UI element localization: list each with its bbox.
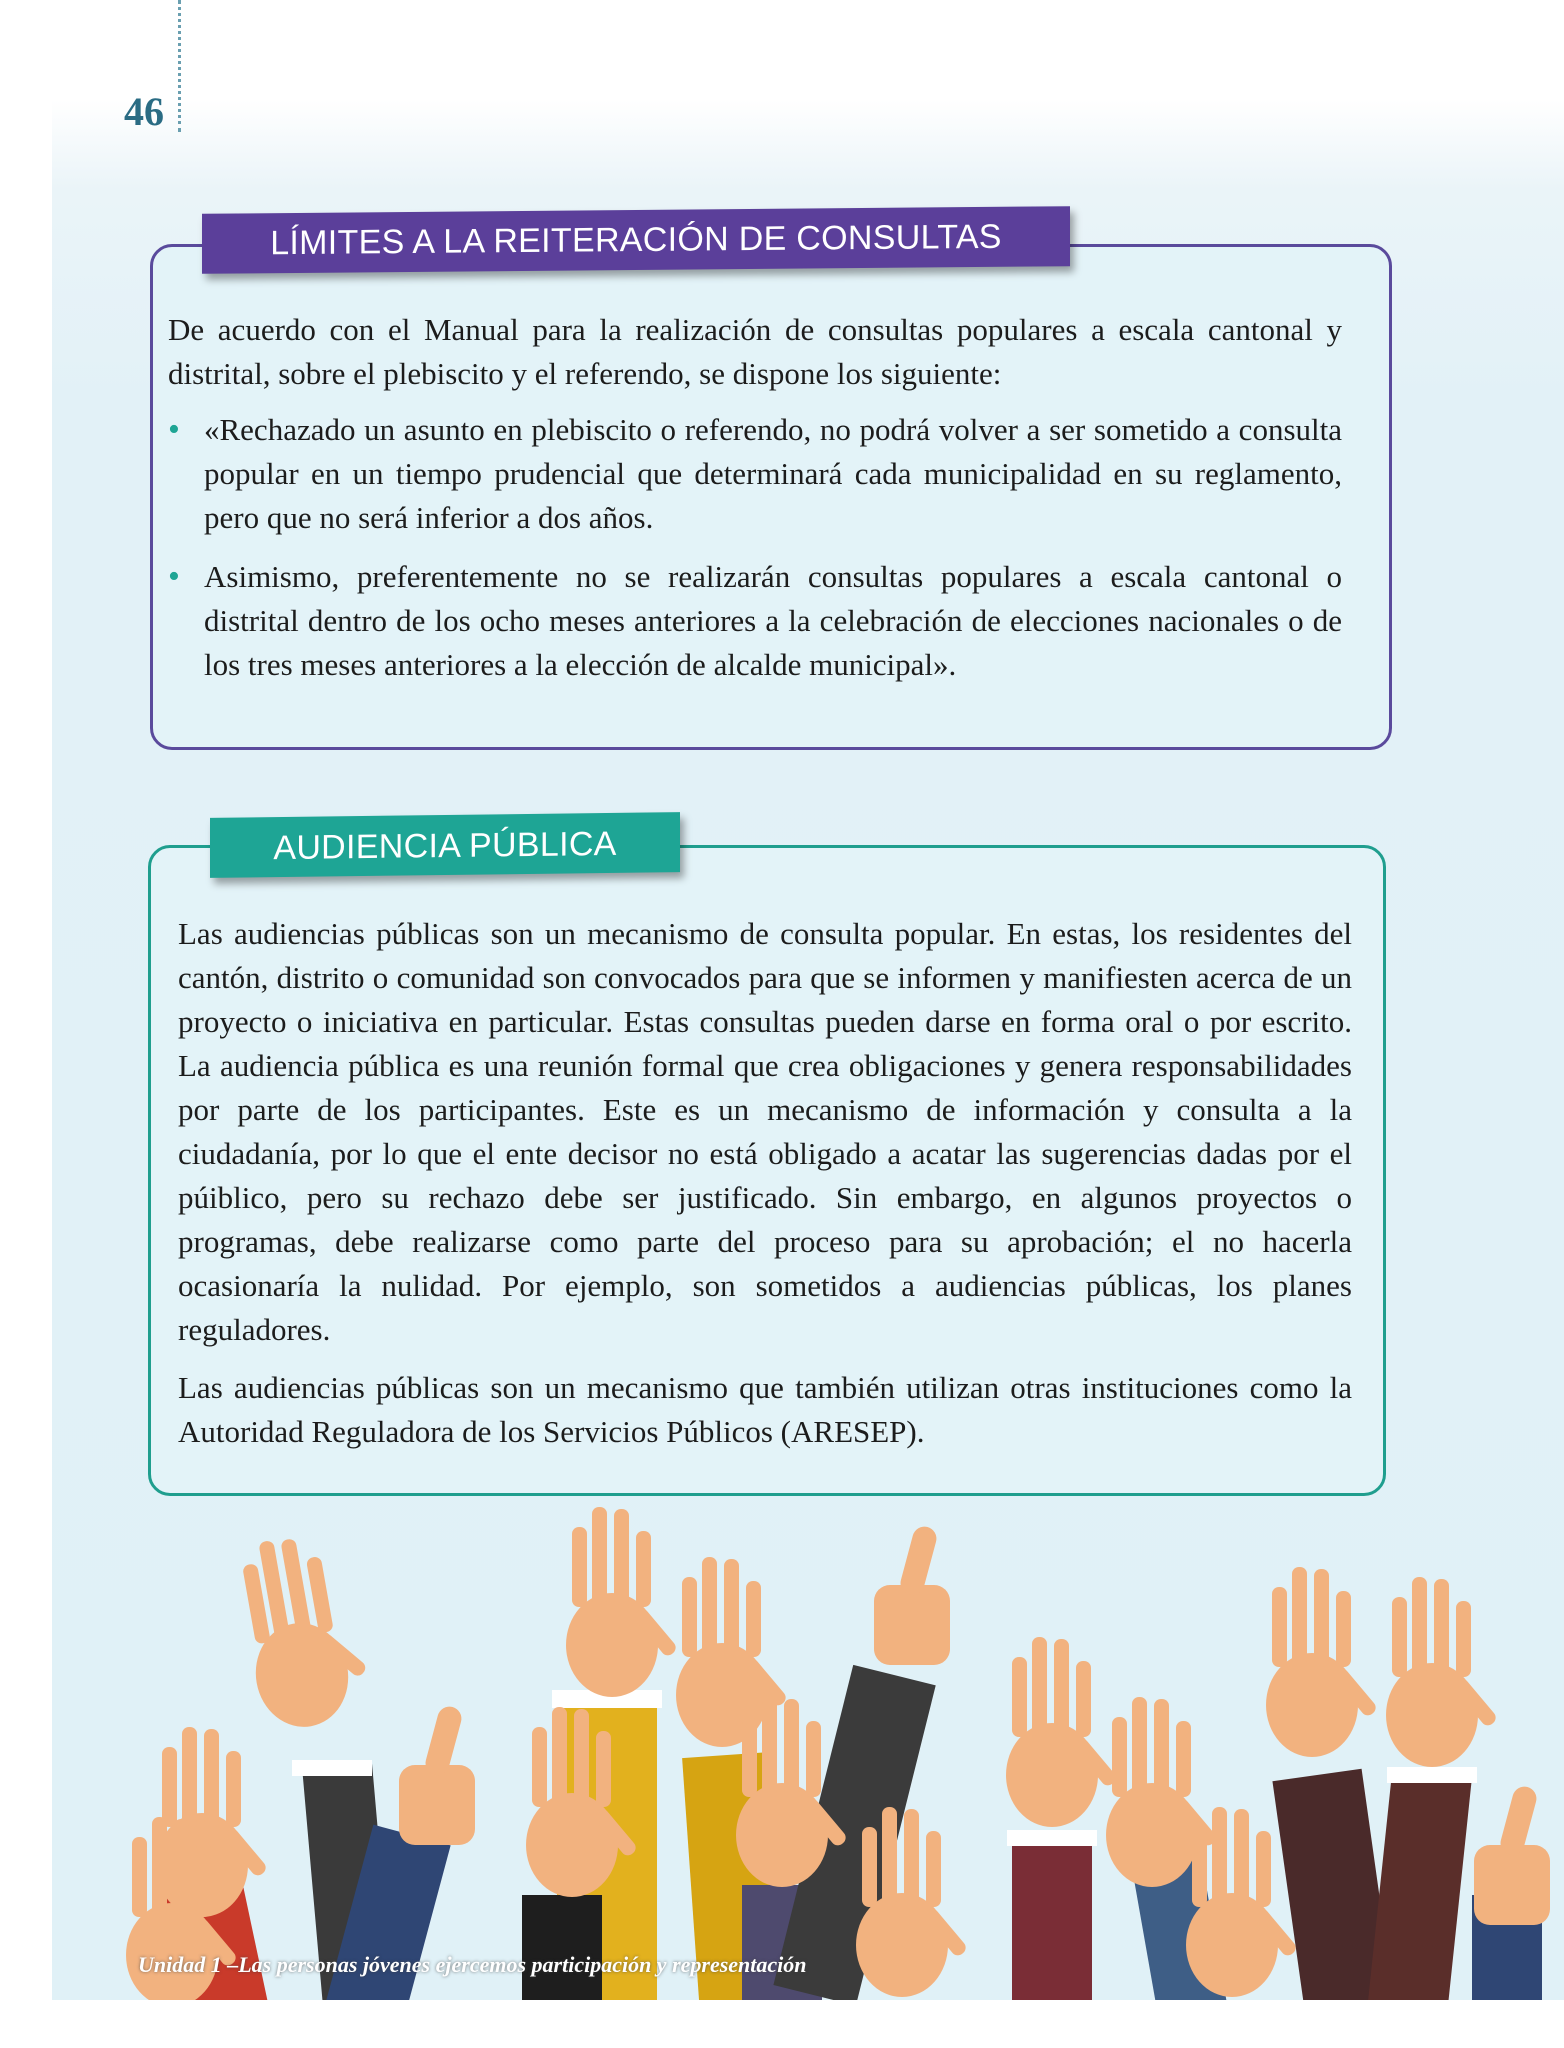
section-title-audiencia: AUDIENCIA PÚBLICA xyxy=(210,812,680,878)
list-item xyxy=(168,408,1342,540)
intro-paragraph: De acuerdo con el Manual para la realización de consultas populares a escala cantonal y distrital, sobre el plebiscito y el referendo, se dispone los siguiente: xyxy=(168,312,1342,391)
page-number: 46 xyxy=(124,89,164,134)
list-item-text: Asimismo, preferentemente no se realizarán consultas populares a escala cantonal o distrital dentro de los ocho meses anteriores a la celebración de elecciones nacionales o de los tres meses anteriores a la elección de alcalde municipal». xyxy=(204,559,1342,682)
paragraph: Las audiencias públicas son un mecanismo que también utilizan otras instituciones como la Autoridad Reguladora de los Servicios Públicos (ARESEP). xyxy=(178,1370,1352,1449)
section-title-limites: LÍMITES A LA REITERACIÓN DE CONSULTAS xyxy=(202,206,1070,274)
raised-hands-crowd-illustration xyxy=(52,1505,1564,2000)
section-body-audiencia xyxy=(178,912,1352,1468)
margin-dotted-line xyxy=(178,0,181,132)
paragraph: Las audiencias públicas son un mecanismo de consulta popular. En estas, los residentes del cantón, distrito o comunidad son convocados para que se informen y manifiesten acerca de un proyecto o iniciativa en particular. Estas consultas pueden darse en forma oral o por escrito. La audiencia pública es una reunión formal que crea obligaciones y genera responsabilidades por parte de los participantes. Este es un mecanismo de información y consulta a la ciudadanía, por lo que el ente decisor no está obligado a acatar las sugerencias dadas por el púiblico, pero su rechazo debe ser justificado. Sin embargo, en algunos proyectos o programas, debe realizarse como parte del proceso para su aprobación; el no hacerla ocasionaría la nulidad. Por ejemplo, son sometidos a audiencias públicas, los planes reguladores. xyxy=(178,916,1352,1347)
bullet-list xyxy=(168,408,1342,687)
section-body-limites xyxy=(168,308,1342,702)
bullet-dot-icon: • xyxy=(168,411,180,448)
footer-unit-caption: Unidad 1 –Las personas jóvenes ejercemos participación y representación xyxy=(138,1952,807,1977)
bullet-dot-icon: • xyxy=(168,558,180,595)
hands-group xyxy=(126,1507,1550,2000)
list-item xyxy=(168,555,1342,687)
list-item-text: «Rechazado un asunto en plebiscito o referendo, no podrá volver a ser sometido a consulta popular en un tiempo prudencial que determinará cada municipalidad en su reglamento, pero que no será inferior a dos años. xyxy=(204,412,1342,535)
